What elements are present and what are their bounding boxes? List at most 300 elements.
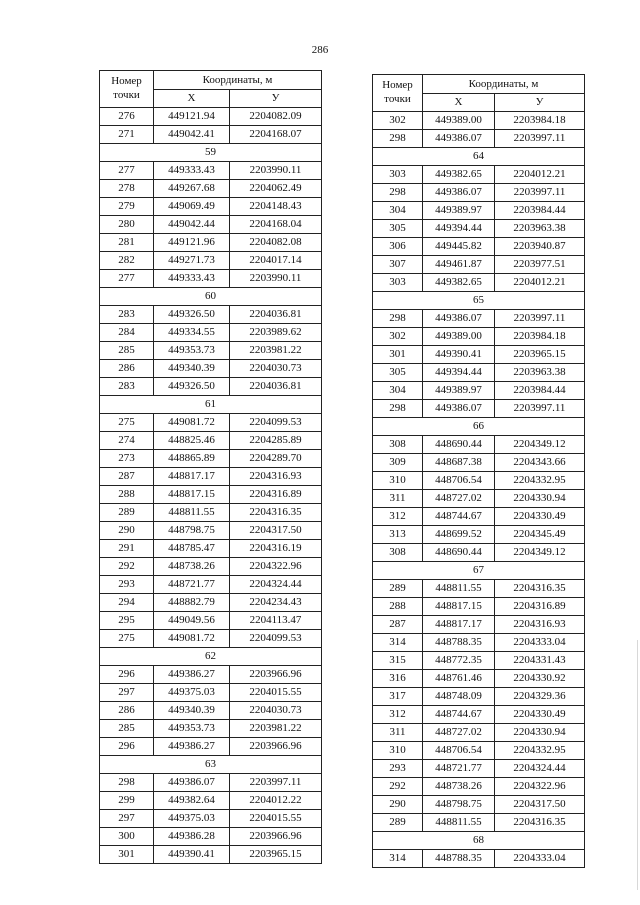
contour-number: 68 — [373, 832, 585, 850]
point-number-cell: 316 — [373, 670, 423, 688]
y-coordinate-cell: 2204324.44 — [495, 760, 585, 778]
table-row — [373, 634, 585, 652]
coordinates-table-right — [372, 74, 585, 868]
table-row — [373, 202, 585, 220]
y-coordinate-cell: 2203940.87 — [495, 238, 585, 256]
y-coordinate-cell: 2204322.96 — [230, 558, 322, 576]
table-row — [100, 270, 322, 288]
y-coordinate-cell: 2204285.89 — [230, 432, 322, 450]
table-row — [100, 252, 322, 270]
contour-group-row — [100, 288, 322, 306]
x-column-header: X — [154, 90, 230, 108]
table-row — [100, 540, 322, 558]
x-coordinate-cell: 449386.27 — [154, 666, 230, 684]
point-number-cell: 300 — [100, 828, 154, 846]
y-column-header: У — [230, 90, 322, 108]
table-row — [100, 576, 322, 594]
point-number-cell: 292 — [100, 558, 154, 576]
table-row — [373, 364, 585, 382]
y-coordinate-cell: 2203977.51 — [495, 256, 585, 274]
y-coordinate-cell: 2204012.21 — [495, 166, 585, 184]
table-row — [373, 328, 585, 346]
point-number-cell: 294 — [100, 594, 154, 612]
contour-number: 66 — [373, 418, 585, 436]
table-row — [373, 112, 585, 130]
point-number-cell: 298 — [373, 400, 423, 418]
table-row — [100, 630, 322, 648]
table-row — [100, 774, 322, 792]
x-coordinate-cell: 449375.03 — [154, 810, 230, 828]
table-row — [100, 414, 322, 432]
y-coordinate-cell: 2204330.94 — [495, 724, 585, 742]
scan-edge-line — [637, 640, 638, 890]
x-coordinate-cell: 448699.52 — [423, 526, 495, 544]
point-number-header — [100, 71, 154, 108]
y-coordinate-cell: 2204316.35 — [230, 504, 322, 522]
table-row — [100, 234, 322, 252]
table-row — [373, 238, 585, 256]
x-coordinate-cell: 448690.44 — [423, 544, 495, 562]
contour-group-row — [373, 562, 585, 580]
coordinates-table-left — [99, 70, 322, 864]
x-column-header: X — [423, 94, 495, 112]
y-coordinate-cell: 2204012.22 — [230, 792, 322, 810]
y-coordinate-cell: 2204316.35 — [495, 814, 585, 832]
x-coordinate-cell: 449121.94 — [154, 108, 230, 126]
table-row — [100, 306, 322, 324]
y-coordinate-cell: 2203990.11 — [230, 162, 322, 180]
point-number-cell: 302 — [373, 328, 423, 346]
point-number-cell: 278 — [100, 180, 154, 198]
table-row — [373, 526, 585, 544]
x-coordinate-cell: 449353.73 — [154, 720, 230, 738]
table-row — [373, 130, 585, 148]
table-row — [373, 850, 585, 868]
y-coordinate-cell: 2203997.11 — [495, 184, 585, 202]
x-coordinate-cell: 448817.15 — [154, 486, 230, 504]
x-coordinate-cell: 449445.82 — [423, 238, 495, 256]
point-number-header-line2: точки — [113, 89, 140, 101]
y-coordinate-cell: 2204333.04 — [495, 850, 585, 868]
point-number-cell: 274 — [100, 432, 154, 450]
coordinates-header: Координаты, м — [154, 71, 322, 90]
table-row — [373, 598, 585, 616]
table-row — [373, 400, 585, 418]
point-number-cell: 293 — [100, 576, 154, 594]
y-coordinate-cell: 2203965.15 — [495, 346, 585, 364]
y-coordinate-cell: 2204099.53 — [230, 414, 322, 432]
point-number-cell: 303 — [373, 274, 423, 292]
table-row — [100, 432, 322, 450]
y-coordinate-cell: 2204168.07 — [230, 126, 322, 144]
point-number-cell: 315 — [373, 652, 423, 670]
table-row — [100, 342, 322, 360]
contour-group-row — [100, 756, 322, 774]
point-number-cell: 288 — [100, 486, 154, 504]
point-number-cell: 290 — [373, 796, 423, 814]
table-row — [100, 216, 322, 234]
x-coordinate-cell: 449353.73 — [154, 342, 230, 360]
point-number-cell: 276 — [100, 108, 154, 126]
point-number-cell: 306 — [373, 238, 423, 256]
x-coordinate-cell: 449271.73 — [154, 252, 230, 270]
point-number-cell: 312 — [373, 508, 423, 526]
x-coordinate-cell: 449121.96 — [154, 234, 230, 252]
y-coordinate-cell: 2204330.49 — [495, 508, 585, 526]
table-row — [100, 684, 322, 702]
table-row — [373, 166, 585, 184]
y-coordinate-cell: 2204349.12 — [495, 436, 585, 454]
point-number-header — [373, 75, 423, 112]
point-number-cell: 312 — [373, 706, 423, 724]
point-number-cell: 298 — [100, 774, 154, 792]
y-coordinate-cell: 2203984.18 — [495, 328, 585, 346]
x-coordinate-cell: 448772.35 — [423, 652, 495, 670]
point-number-cell: 314 — [373, 634, 423, 652]
y-coordinate-cell: 2204168.04 — [230, 216, 322, 234]
point-number-cell: 297 — [100, 810, 154, 828]
point-number-cell: 313 — [373, 526, 423, 544]
table-row — [373, 508, 585, 526]
point-number-cell: 281 — [100, 234, 154, 252]
contour-number: 61 — [100, 396, 322, 414]
table-row — [100, 360, 322, 378]
y-coordinate-cell: 2204316.19 — [230, 540, 322, 558]
y-coordinate-cell: 2204333.04 — [495, 634, 585, 652]
contour-group-row — [100, 396, 322, 414]
table-row — [100, 846, 322, 864]
y-coordinate-cell: 2204015.55 — [230, 810, 322, 828]
x-coordinate-cell: 449042.44 — [154, 216, 230, 234]
x-coordinate-cell: 449382.64 — [154, 792, 230, 810]
x-coordinate-cell: 449389.97 — [423, 382, 495, 400]
x-coordinate-cell: 448721.77 — [154, 576, 230, 594]
point-number-cell: 289 — [100, 504, 154, 522]
y-coordinate-cell: 2203966.96 — [230, 828, 322, 846]
contour-group-row — [100, 648, 322, 666]
y-coordinate-cell: 2203997.11 — [495, 400, 585, 418]
table-row — [373, 688, 585, 706]
y-coordinate-cell: 2204317.50 — [495, 796, 585, 814]
x-coordinate-cell: 448825.46 — [154, 432, 230, 450]
y-coordinate-cell: 2203984.44 — [495, 202, 585, 220]
table-row — [373, 382, 585, 400]
y-coordinate-cell: 2204030.73 — [230, 702, 322, 720]
point-number-cell: 301 — [373, 346, 423, 364]
point-number-cell: 275 — [100, 414, 154, 432]
x-coordinate-cell: 448721.77 — [423, 760, 495, 778]
y-coordinate-cell: 2204316.93 — [230, 468, 322, 486]
y-coordinate-cell: 2204015.55 — [230, 684, 322, 702]
table-row — [100, 378, 322, 396]
table-row — [100, 468, 322, 486]
contour-group-row — [373, 148, 585, 166]
point-number-cell: 287 — [100, 468, 154, 486]
point-number-header-line1: Номер — [111, 75, 142, 88]
point-number-cell: 303 — [373, 166, 423, 184]
y-coordinate-cell: 2204036.81 — [230, 378, 322, 396]
table-row — [100, 126, 322, 144]
y-coordinate-cell: 2204349.12 — [495, 544, 585, 562]
contour-number: 60 — [100, 288, 322, 306]
point-number-cell: 286 — [100, 360, 154, 378]
x-coordinate-cell: 449267.68 — [154, 180, 230, 198]
x-coordinate-cell: 449081.72 — [154, 414, 230, 432]
x-coordinate-cell: 449386.07 — [423, 310, 495, 328]
x-coordinate-cell: 449386.07 — [423, 400, 495, 418]
x-coordinate-cell: 449081.72 — [154, 630, 230, 648]
x-coordinate-cell: 449334.55 — [154, 324, 230, 342]
page-number: 286 — [311, 44, 329, 56]
table-row — [100, 810, 322, 828]
point-number-cell: 289 — [373, 814, 423, 832]
point-number-cell: 314 — [373, 850, 423, 868]
point-number-cell: 285 — [100, 720, 154, 738]
x-coordinate-cell: 449386.07 — [154, 774, 230, 792]
table-row — [100, 792, 322, 810]
contour-group-row — [373, 832, 585, 850]
y-coordinate-cell: 2203981.22 — [230, 342, 322, 360]
x-coordinate-cell: 448788.35 — [423, 850, 495, 868]
y-coordinate-cell: 2204331.43 — [495, 652, 585, 670]
table-row — [373, 274, 585, 292]
y-coordinate-cell: 2203966.96 — [230, 738, 322, 756]
x-coordinate-cell: 448748.09 — [423, 688, 495, 706]
point-number-cell: 296 — [100, 666, 154, 684]
table-row — [100, 666, 322, 684]
table-row — [100, 180, 322, 198]
x-coordinate-cell: 449326.50 — [154, 306, 230, 324]
y-coordinate-cell: 2204332.95 — [495, 472, 585, 490]
x-coordinate-cell: 448785.47 — [154, 540, 230, 558]
x-coordinate-cell: 448798.75 — [154, 522, 230, 540]
x-coordinate-cell: 448817.17 — [154, 468, 230, 486]
x-coordinate-cell: 449386.27 — [154, 738, 230, 756]
table-row — [373, 220, 585, 238]
x-coordinate-cell: 448817.15 — [423, 598, 495, 616]
table-row — [100, 720, 322, 738]
table-row — [373, 256, 585, 274]
table-row — [373, 778, 585, 796]
y-coordinate-cell: 2204332.95 — [495, 742, 585, 760]
y-coordinate-cell: 2204324.44 — [230, 576, 322, 594]
point-number-cell: 288 — [373, 598, 423, 616]
x-coordinate-cell: 449389.00 — [423, 112, 495, 130]
contour-number: 65 — [373, 292, 585, 310]
x-coordinate-cell: 449333.43 — [154, 162, 230, 180]
point-number-cell: 279 — [100, 198, 154, 216]
x-coordinate-cell: 449394.44 — [423, 364, 495, 382]
y-coordinate-cell: 2204316.89 — [230, 486, 322, 504]
point-number-cell: 280 — [100, 216, 154, 234]
point-number-header-line1: Номер — [382, 79, 413, 92]
point-number-cell: 304 — [373, 202, 423, 220]
table-row — [373, 472, 585, 490]
x-coordinate-cell: 448744.67 — [423, 508, 495, 526]
x-coordinate-cell: 448706.54 — [423, 742, 495, 760]
table-row — [100, 486, 322, 504]
contour-group-row — [100, 144, 322, 162]
point-number-cell: 289 — [373, 580, 423, 598]
y-coordinate-cell: 2204330.92 — [495, 670, 585, 688]
point-number-cell: 283 — [100, 378, 154, 396]
x-coordinate-cell: 448706.54 — [423, 472, 495, 490]
y-coordinate-cell: 2204082.09 — [230, 108, 322, 126]
table-row — [373, 670, 585, 688]
point-number-cell: 308 — [373, 436, 423, 454]
table-row — [373, 652, 585, 670]
x-coordinate-cell: 449333.43 — [154, 270, 230, 288]
x-coordinate-cell: 449389.97 — [423, 202, 495, 220]
contour-number: 59 — [100, 144, 322, 162]
point-number-cell: 307 — [373, 256, 423, 274]
x-coordinate-cell: 449326.50 — [154, 378, 230, 396]
table-body — [100, 108, 322, 864]
y-coordinate-cell: 2204317.50 — [230, 522, 322, 540]
coordinates-header: Координаты, м — [423, 75, 585, 94]
point-number-cell: 305 — [373, 220, 423, 238]
point-number-cell: 283 — [100, 306, 154, 324]
point-number-cell: 292 — [373, 778, 423, 796]
y-coordinate-cell: 2204148.43 — [230, 198, 322, 216]
y-coordinate-cell: 2204099.53 — [230, 630, 322, 648]
y-coordinate-cell: 2203966.96 — [230, 666, 322, 684]
y-coordinate-cell: 2204036.81 — [230, 306, 322, 324]
point-number-cell: 297 — [100, 684, 154, 702]
table-row — [100, 594, 322, 612]
y-coordinate-cell: 2203963.38 — [495, 220, 585, 238]
y-coordinate-cell: 2203990.11 — [230, 270, 322, 288]
y-coordinate-cell: 2203997.11 — [495, 130, 585, 148]
x-coordinate-cell: 448727.02 — [423, 490, 495, 508]
contour-group-row — [373, 418, 585, 436]
y-coordinate-cell: 2203965.15 — [230, 846, 322, 864]
point-number-cell: 304 — [373, 382, 423, 400]
x-coordinate-cell: 449390.41 — [423, 346, 495, 364]
x-coordinate-cell: 448788.35 — [423, 634, 495, 652]
y-coordinate-cell: 2203984.18 — [495, 112, 585, 130]
y-coordinate-cell: 2204062.49 — [230, 180, 322, 198]
y-coordinate-cell: 2203963.38 — [495, 364, 585, 382]
contour-number: 64 — [373, 148, 585, 166]
x-coordinate-cell: 449049.56 — [154, 612, 230, 630]
point-number-cell: 273 — [100, 450, 154, 468]
point-number-cell: 291 — [100, 540, 154, 558]
contour-number: 63 — [100, 756, 322, 774]
contour-number: 62 — [100, 648, 322, 666]
y-coordinate-cell: 2204289.70 — [230, 450, 322, 468]
table-body — [373, 112, 585, 868]
point-number-cell: 296 — [100, 738, 154, 756]
point-number-cell: 285 — [100, 342, 154, 360]
y-coordinate-cell: 2203984.44 — [495, 382, 585, 400]
x-coordinate-cell: 448687.38 — [423, 454, 495, 472]
x-coordinate-cell: 448811.55 — [423, 580, 495, 598]
table-row — [100, 558, 322, 576]
point-number-cell: 277 — [100, 270, 154, 288]
x-coordinate-cell: 449386.07 — [423, 184, 495, 202]
x-coordinate-cell: 449386.07 — [423, 130, 495, 148]
x-coordinate-cell: 449461.87 — [423, 256, 495, 274]
point-number-cell: 286 — [100, 702, 154, 720]
point-number-cell: 308 — [373, 544, 423, 562]
y-coordinate-cell: 2204329.36 — [495, 688, 585, 706]
x-coordinate-cell: 448744.67 — [423, 706, 495, 724]
x-coordinate-cell: 448798.75 — [423, 796, 495, 814]
x-coordinate-cell: 448811.55 — [154, 504, 230, 522]
table-row — [100, 828, 322, 846]
point-number-cell: 311 — [373, 490, 423, 508]
point-number-cell: 290 — [100, 522, 154, 540]
y-coordinate-cell: 2204316.89 — [495, 598, 585, 616]
table-row — [373, 454, 585, 472]
point-number-cell: 275 — [100, 630, 154, 648]
x-coordinate-cell: 449340.39 — [154, 360, 230, 378]
x-coordinate-cell: 449389.00 — [423, 328, 495, 346]
x-coordinate-cell: 448761.46 — [423, 670, 495, 688]
y-coordinate-cell: 2204017.14 — [230, 252, 322, 270]
y-coordinate-cell: 2204113.47 — [230, 612, 322, 630]
table-row — [100, 504, 322, 522]
table-row — [373, 742, 585, 760]
y-coordinate-cell: 2204330.94 — [495, 490, 585, 508]
x-coordinate-cell: 448882.79 — [154, 594, 230, 612]
y-column-header: У — [495, 94, 585, 112]
table-row — [373, 814, 585, 832]
point-number-cell: 287 — [373, 616, 423, 634]
x-coordinate-cell: 449069.49 — [154, 198, 230, 216]
x-coordinate-cell: 448738.26 — [423, 778, 495, 796]
table-row — [100, 450, 322, 468]
y-coordinate-cell: 2204345.49 — [495, 526, 585, 544]
table-row — [373, 580, 585, 598]
point-number-cell: 295 — [100, 612, 154, 630]
y-coordinate-cell: 2204012.21 — [495, 274, 585, 292]
point-number-cell: 310 — [373, 742, 423, 760]
x-coordinate-cell: 449386.28 — [154, 828, 230, 846]
x-coordinate-cell: 449394.44 — [423, 220, 495, 238]
y-coordinate-cell: 2204082.08 — [230, 234, 322, 252]
y-coordinate-cell: 2203997.11 — [230, 774, 322, 792]
x-coordinate-cell: 449382.65 — [423, 274, 495, 292]
y-coordinate-cell: 2204343.66 — [495, 454, 585, 472]
x-coordinate-cell: 449382.65 — [423, 166, 495, 184]
table-row — [373, 616, 585, 634]
point-number-cell: 302 — [373, 112, 423, 130]
table-row — [373, 184, 585, 202]
y-coordinate-cell: 2204322.96 — [495, 778, 585, 796]
point-number-cell: 299 — [100, 792, 154, 810]
table-row — [100, 702, 322, 720]
point-number-cell: 298 — [373, 184, 423, 202]
point-number-cell: 301 — [100, 846, 154, 864]
point-number-cell: 309 — [373, 454, 423, 472]
point-number-header-line2: точки — [384, 93, 411, 105]
point-number-cell: 277 — [100, 162, 154, 180]
x-coordinate-cell: 449340.39 — [154, 702, 230, 720]
point-number-cell: 317 — [373, 688, 423, 706]
point-number-cell: 298 — [373, 130, 423, 148]
y-coordinate-cell: 2204030.73 — [230, 360, 322, 378]
point-number-cell: 271 — [100, 126, 154, 144]
y-coordinate-cell: 2203997.11 — [495, 310, 585, 328]
table-row — [373, 760, 585, 778]
table-row — [100, 108, 322, 126]
y-coordinate-cell: 2204234.43 — [230, 594, 322, 612]
table-row — [373, 346, 585, 364]
x-coordinate-cell: 448817.17 — [423, 616, 495, 634]
x-coordinate-cell: 449390.41 — [154, 846, 230, 864]
